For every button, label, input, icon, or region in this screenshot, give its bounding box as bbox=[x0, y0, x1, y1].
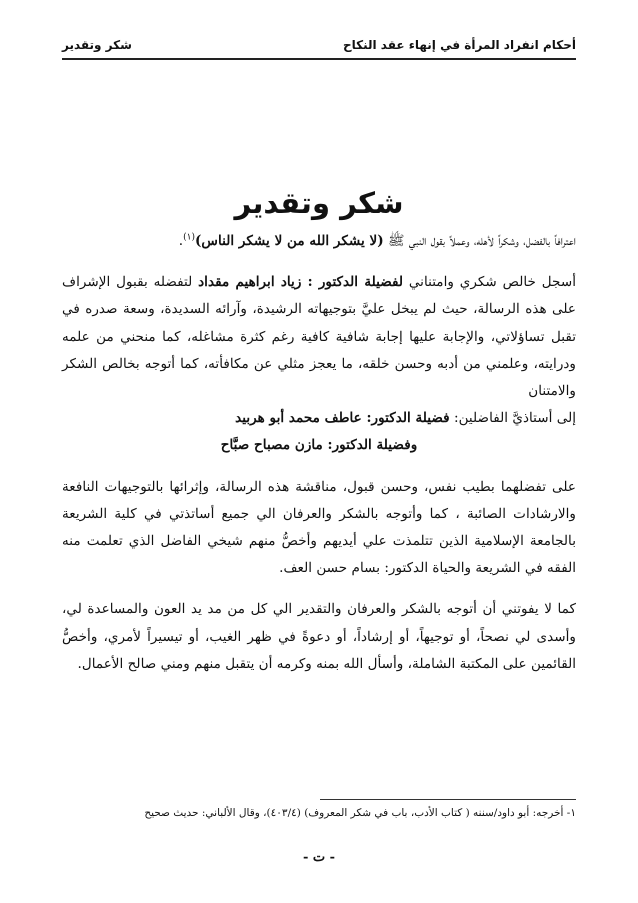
section-title: شكر وتقدير bbox=[62, 38, 132, 52]
paragraph-thanks-faculty: على تفضلهما بطيب نفس، وحسن قبول، مناقشة هذه الرسالة، وإثرائها بالتوجيهات النافعة والارشادات الصائبة ، كما وأتوجه بالشكر والعرفان الي جميع أساتذتي في كلية الشريعة بالجامعة الإسلامية الذين تتلمذت علي أيديهم وأخصُّ منهم شيخي الفاضل الذي تعلمت منه الفقه في الشريعة والحياة الدكتور: بسام حسن العف. bbox=[62, 478, 576, 577]
examiner-1-name: فضيلة الدكتور: عاطف محمد أبو هربيد bbox=[235, 410, 450, 427]
supervisor-text-b: لتفضله بقبول الإشراف على هذه الرسالة، حيث لم يبخل عليَّ بتوجيهاته الرشيدة، وآرائه السديدة، وسعة صدره في تقبل تساؤلاتي، والإجابة عليها إجابة شافية كافية رغم كثرة مشاغله، كما منحني من علمه ودرايته، وعلمني من أدبه وحسن خلقه، ما يعجز مثلي عن مكافأته، كما أتوجه بخالص الشكر والامتنان bbox=[62, 274, 576, 400]
book-title: أحكام انفراد المرأة في إنهاء عقد النكاح bbox=[342, 38, 576, 52]
page-body bbox=[62, 228, 576, 678]
running-header bbox=[62, 38, 576, 56]
footnote-divider bbox=[320, 799, 576, 800]
footnote-reference: (١) bbox=[183, 232, 195, 243]
supervisor-text-a: أسجل خالص شكري وامتناني bbox=[403, 274, 576, 291]
intro-text: اعترافاً بالفضل، وشكراً لأهله، وعملاً بقول النبي ﷺ bbox=[383, 233, 576, 249]
page-title: شكر وتقدير bbox=[234, 186, 404, 220]
header-divider bbox=[62, 58, 576, 60]
examiner-2-name: وفضيلة الدكتور: مازن مصباح صبَّاح bbox=[220, 437, 418, 454]
paragraph-thanks-all: كما لا يفوتني أن أتوجه بالشكر والعرفان والتقدير الي كل من مد يد العون والمساعدة لي، وأسدى لي نصحاً، أو توجيهاً، أو إرشاداً، أو دعوةً في ظهر الغيب، أو تيسيراً لأمري، وأخصُّ القائمين على المكتبة الشاملة، وأسأل الله بمنه وكرمه أن يتقبل منهم ومني صالح الأعمال. bbox=[62, 601, 576, 672]
intro-end: . bbox=[178, 233, 184, 249]
page-number: - ت - bbox=[302, 850, 336, 865]
paragraph-supervisor bbox=[62, 269, 576, 405]
supervisor-name: لفضيلة الدكتور : زياد ابراهيم مقداد bbox=[198, 274, 404, 291]
footnote: ١- أخرجه: أبو داود/سننه ( كتاب الأدب، باب في شكر المعروف) (٤٠٣/٤)، وقال الألباني: حديث صحيح bbox=[144, 807, 576, 819]
paragraph-examiners bbox=[62, 405, 576, 432]
hadith-quote: (لا يشكر الله من لا يشكر الناس) bbox=[195, 233, 384, 249]
examiners-text: إلى أستاذيَّ الفاضلين: bbox=[449, 410, 576, 427]
paragraph-intro bbox=[62, 228, 576, 255]
